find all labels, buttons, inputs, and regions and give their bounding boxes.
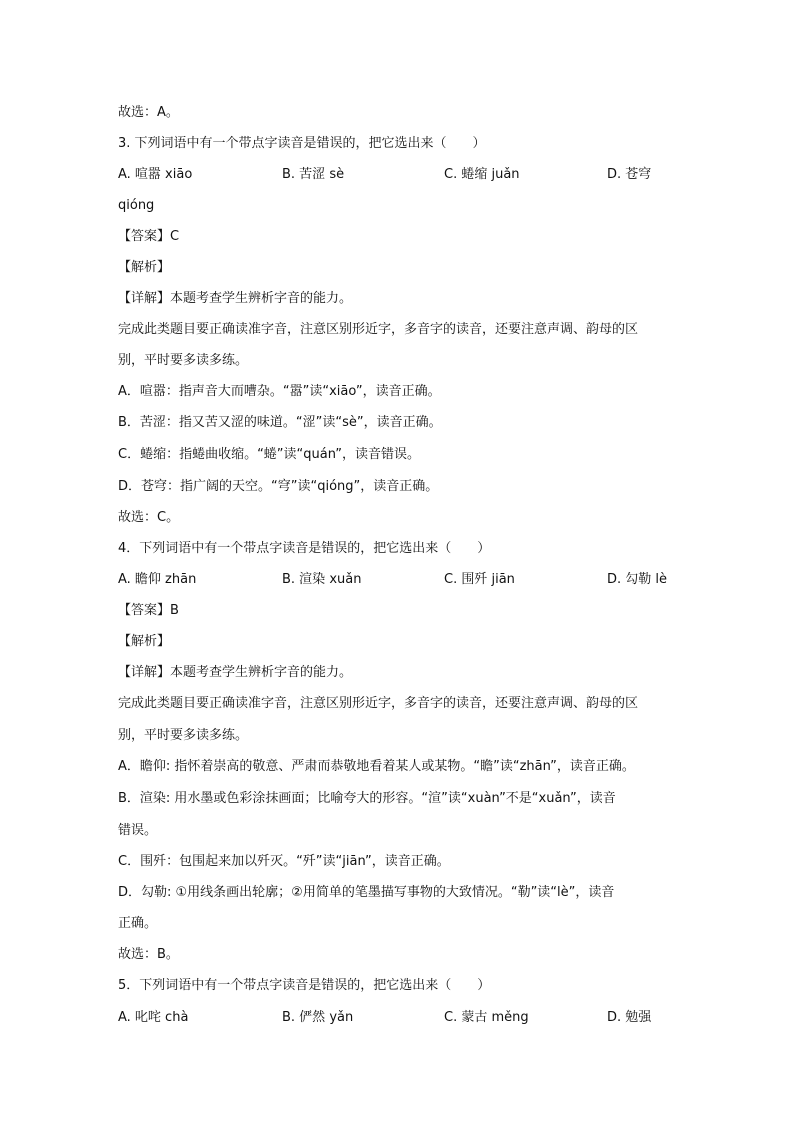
q4-option-a: A. 瞻仰 zhān [118,572,197,587]
q4-stem: 4．下列词语中有一个带点字读音是错误的，把它选出来（ ） [118,541,491,556]
q3-method-line2: 别，平时要多读多练。 [118,353,249,368]
q4-explain-a: A．瞻仰: 指怀着崇高的敬意、严肃而恭敬地看着某人或某物。“瞻”读“zhān”，读音正确。 [118,759,635,774]
q3-explain-c: C．蜷缩：指蜷曲收缩。“蜷”读“quán”，读音错误。 [118,447,421,462]
q4-method-line2: 别，平时要多读多练。 [118,728,249,743]
q4-explain-b-line2: 错误。 [118,823,158,838]
q2-choice: 故选：A。 [118,105,179,120]
q4-analysis-heading: 【解析】 [118,634,171,649]
q3-option-a: A. 喧嚣 xiāo [118,167,193,182]
q3-option-b: B. 苦涩 sè [282,167,345,182]
q3-stem: 3. 下列词语中有一个带点字读音是错误的，把它选出来（ ） [118,136,486,151]
q3-option-d: D. 苍穹 [607,167,652,182]
q4-choice: 故选：B。 [118,947,179,962]
q4-option-d: D. 勾勒 lè [607,572,668,587]
q3-detail-heading: 【详解】本题考查学生辨析字音的能力。 [118,291,353,306]
q5-option-b: B. 俨然 yǎn [282,1010,354,1025]
q3-explain-a: A．喧嚣：指声音大而嘈杂。“嚣”读“xiāo”，读音正确。 [118,384,441,399]
q3-option-d-wrap: qióng [118,198,155,213]
q3-method-line1: 完成此类题目要正确读准字音，注意区别形近字，多音字的读音，还要注意声调、韵母的区 [118,322,639,337]
q4-detail-heading: 【详解】本题考查学生辨析字音的能力。 [118,665,353,680]
q5-option-c: C. 蒙古 měng [444,1010,529,1025]
q3-choice: 故选：C。 [118,510,180,525]
q4-option-b: B. 渲染 xuǎn [282,572,362,587]
q3-analysis-heading: 【解析】 [118,260,171,275]
q5-option-d: D. 勉强 [607,1010,652,1025]
q4-explain-d-line1: D．勾勒: ①用线条画出轮廓；②用简单的笔墨描写事物的大致情况。“勒”读“lè”，读音 [118,885,615,900]
q5-stem: 5．下列词语中有一个带点字读音是错误的，把它选出来（ ） [118,978,491,993]
q4-explain-b-line1: B．渲染: 用水墨或色彩涂抹画面；比喻夸大的形容。“渲”读“xuàn”不是“xuǎn”，读音 [118,791,616,806]
q4-explain-d-line2: 正确。 [118,916,158,931]
q3-option-c: C. 蜷缩 juǎn [444,167,520,182]
q4-option-c: C. 围歼 jiān [444,572,515,587]
q4-explain-c: C．围歼：包围起来加以歼灭。“歼”读“jiān”，读音正确。 [118,854,450,869]
q4-answer: 【答案】B [118,603,179,618]
q3-answer: 【答案】C [118,229,180,244]
q3-explain-b: B．苦涩：指又苦又涩的味道。“涩”读“sè”，读音正确。 [118,415,442,430]
q5-option-a: A. 叱咤 chà [118,1010,189,1025]
q3-explain-d: D．苍穹：指广阔的天空。“穹”读“qióng”，读音正确。 [118,479,439,494]
q4-method-line1: 完成此类题目要正确读准字音，注意区别形近字，多音字的读音，还要注意声调、韵母的区 [118,696,639,711]
